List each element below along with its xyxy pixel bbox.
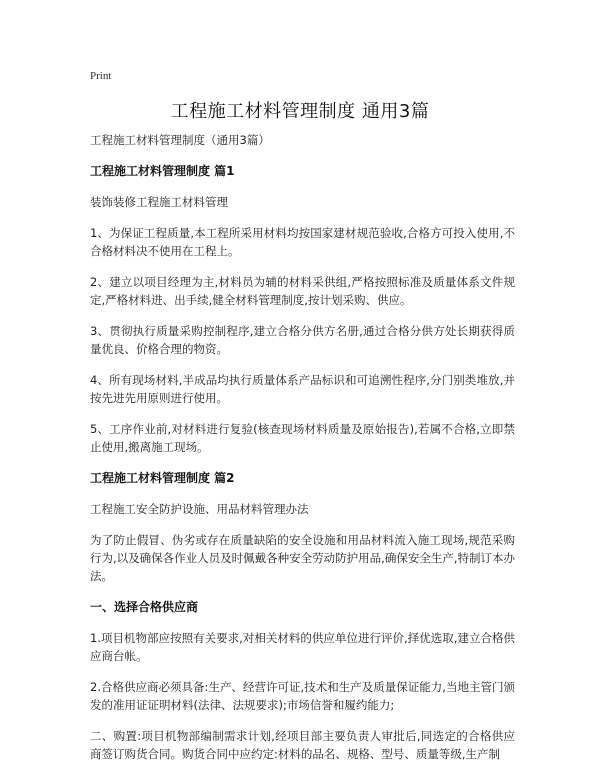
- subtitle-paragraph: 工程施工材料管理制度（通用3篇）: [90, 133, 270, 147]
- print-label: Print: [90, 70, 112, 82]
- section-heading-part2: 工程施工材料管理制度 篇2: [90, 471, 235, 485]
- paragraph: 4、所有现场材料,半成品均执行质量体系产品标识和可追溯性程序,分门别类堆放,并按先进先用原则进行使用。: [90, 373, 515, 405]
- paragraph: 装饰装修工程施工材料管理: [90, 195, 228, 209]
- paragraph: 3、贯彻执行质量采购控制程序,建立合格分供方名册,通过合格分供方处长期获得质量优良、价格合理的物资。: [90, 324, 515, 356]
- document-body: [90, 131, 515, 776]
- subsection-heading: 一、选择合格供应商: [90, 600, 199, 614]
- section-heading-part1: 工程施工材料管理制度 篇1: [90, 164, 235, 178]
- paragraph: 5、工序作业前,对材料进行复验(核查现场材料质量及原始报告),若属不合格,立即禁止使用,搬离施工现场。: [90, 422, 515, 454]
- paragraph: 2、建立以项目经理为主,材料员为辅的材料采供组,严格按照标准及质量体系文件规定,严格材料进、出手续,健全材料管理制度,按计划采购、供应。: [90, 275, 515, 307]
- paragraph: 2.合格供应商必须具备:生产、经营许可证,技术和生产及质量保证能力,当地主管门颁发的准用证证明材料(法律、法规要求);市场信誉和履约能力;: [90, 680, 515, 712]
- document-title: 工程施工材料管理制度 通用3篇: [170, 101, 430, 122]
- paragraph: 1.项目机物部应按照有关要求,对相关材料的供应单位进行评价,择优选取,建立合格供应商台帐。: [90, 631, 515, 663]
- paragraph: 1、为保证工程质量,本工程所采用材料均按国家建材规范验收,合格方可投入使用,不合格材料决不使用在工程上。: [90, 226, 515, 258]
- paragraph: 为了防止假冒、伪劣或存在质量缺陷的安全设施和用品材料流入施工现场,规范采购行为,以及确保各作业人员及时佩戴各种安全劳动防护用品,确保安全生产,特制订本办法。: [90, 533, 515, 583]
- paragraph: 工程施工安全防护设施、用品材料管理办法: [90, 502, 309, 516]
- paragraph: 二、购置:项目机物部编制需求计划,经项目部主要负责人审批后,同选定的合格供应商签订购货合同。购货合同中应约定:材料的品名、规格、型号、质量等级,生产制: [90, 729, 515, 761]
